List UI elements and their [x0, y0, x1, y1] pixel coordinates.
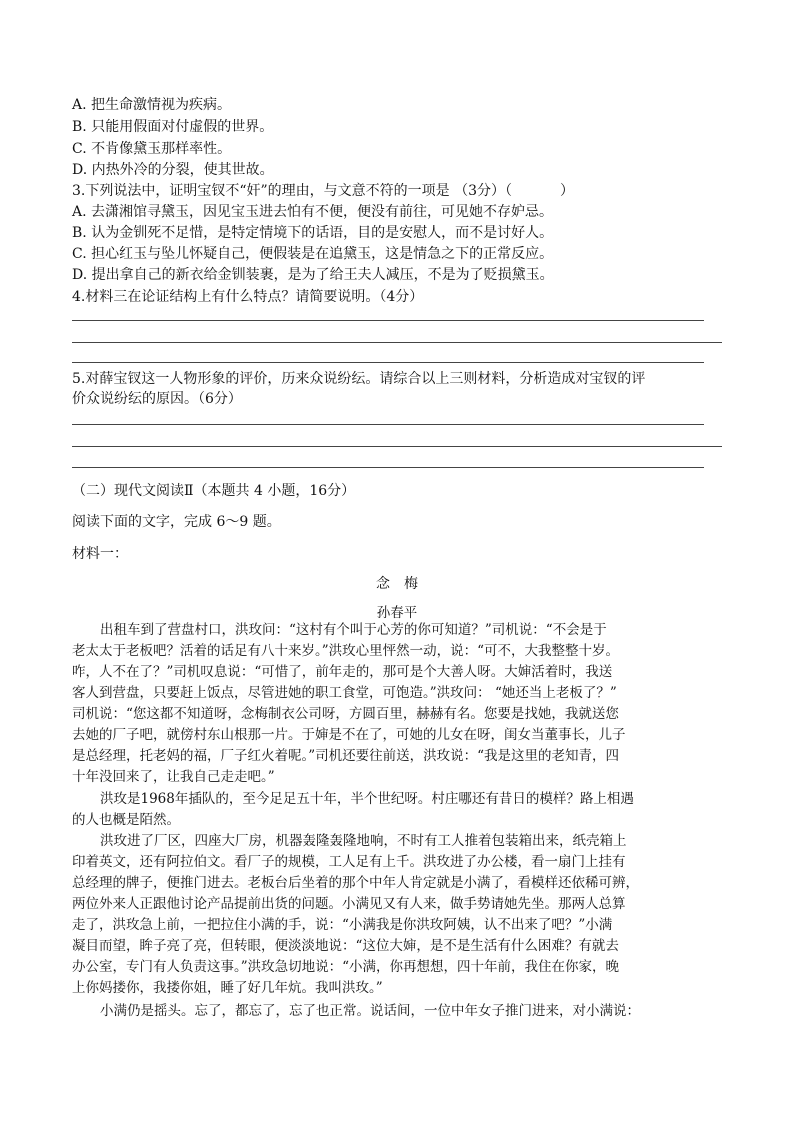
answer-line[interactable] — [72, 467, 704, 468]
q3-stem — [72, 181, 574, 201]
story-line: 总经理的牌子，便推门进去。老板台后坐着的那个中年人肯定就是小满了，看模样还依稀可辨， — [72, 875, 639, 891]
q5-stem-line1: 5.对薛宝钗这一人物形象的评价，历来众说纷纭。请综合以上三则材料，分析造成对宝钗的评 — [72, 371, 646, 387]
q3-option-b: B. 认为金钏死不足惜，是特定情境下的话语，目的是安慰人，而不是讨好人。 — [72, 225, 554, 241]
story-line: 小满仍是摇头。忘了，都忘了，忘了也正常。说话间，一位中年女子推门进来，对小满说： — [100, 1003, 640, 1019]
story-title: 念 梅 — [376, 576, 418, 592]
q3-option-c: C. 担心红玉与坠儿怀疑自己，便假装是在追黛玉，这是情急之下的正常反应。 — [72, 246, 554, 262]
answer-line[interactable] — [72, 342, 722, 343]
story-line: 办公室，专门有人负责这事。”洪玫急切地说：“小满，你再想想，四十年前，我住在你家，晚 — [72, 959, 620, 975]
section-heading: （二）现代文阅读Ⅱ（本题共 4 小题，16分） — [72, 483, 356, 499]
story-line: 洪玫是1968年插队的，至今足足五十年，半个世纪呀。村庄哪还有昔日的模样？路上相遇 — [100, 791, 634, 807]
story-line: 两位外来人正跟他讨论产品提前出货的问题。小满见又有人来，做手势请她先坐。那两人总算 — [72, 896, 626, 912]
section-instruction: 阅读下面的文字，完成 6～9 题。 — [72, 514, 281, 530]
answer-line[interactable] — [72, 446, 722, 447]
q3-stem-text: 3.下列说法中，证明宝钗不“奸”的理由，与文意不符的一项是 （3分）（ — [72, 183, 513, 199]
q3-option-a: A. 去潇湘馆寻黛玉，因见宝玉进去怕有不便，便没有前往，可见她不存妒忌。 — [72, 204, 554, 220]
q2-option-c: C. 不肯像黛玉那样率性。 — [72, 141, 232, 157]
q2-option-a: A. 把生命激情视为疾病。 — [72, 97, 232, 113]
answer-line[interactable] — [72, 424, 704, 425]
q5-stem-line2: 价众说纷纭的原因。（6分） — [72, 391, 242, 407]
story-line: 走了，洪玫急上前，一把拉住小满的手，说：“小满我是你洪玫阿姨，认不出来了吧？”小满 — [72, 917, 613, 933]
material-label: 材料一： — [72, 546, 128, 562]
answer-line[interactable] — [72, 362, 704, 363]
story-line: 出租车到了营盘村口，洪玫问：“这村有个叫于心芳的你可知道？”司机说：“不会是于 — [100, 622, 607, 638]
story-line: 咋，人不在了？”司机叹息说：“可惜了，前年走的，那可是个大善人呀。大婶活着时，我送 — [72, 664, 613, 680]
q4-stem: 4.材料三在论证结构上有什么特点？请简要说明。（4分） — [72, 289, 424, 305]
story-line: 印着英文，还有阿拉伯文。看厂子的规模，工人足有上千。洪玫进了办公楼，看一扇门上挂有 — [72, 854, 626, 870]
story-line: 老太太于老板吧？活着的话足有八十来岁。”洪玫心里怦然一动，说：“可不，大我整整十岁。 — [72, 643, 620, 659]
q2-option-b: B. 只能用假面对付虚假的世界。 — [72, 119, 274, 135]
story-line: 上你妈搂你，我搂你姐，睡了好几年炕。我叫洪玫。” — [72, 980, 383, 996]
story-line: 是总经理，托老妈的福，厂子红火着呢。”司机还要往前送，洪玫说：“我是这里的老知青，四 — [72, 748, 620, 764]
story-line: 的人也概是陌然。 — [72, 812, 180, 828]
story-author: 孙春平 — [376, 605, 418, 621]
story-line: 客人到营盘，只要赶上饭点，尽管进她的职工食堂，可饱造。”洪玫问： “她还当上老板了？” — [72, 685, 617, 701]
story-line: 凝目而望，眸子亮了亮，但转眼，便淡淡地说：“这位大婶，是不是生活有什么困难？有就去 — [72, 938, 619, 954]
story-line: 洪玫进了厂区，四座大厂房，机器轰隆轰隆地响，不时有工人推着包装箱出来，纸壳箱上 — [100, 833, 627, 849]
story-line: 十年没回来了，让我自己走走吧。” — [72, 769, 275, 785]
q3-option-d: D. 提出拿自己的新衣给金钏装裹，是为了给王夫人减压，不是为了贬损黛玉。 — [72, 267, 554, 283]
answer-line[interactable] — [72, 320, 704, 321]
q3-stem-close: ） — [560, 183, 575, 199]
q2-option-d: D. 内热外冷的分裂，使其世故。 — [72, 162, 274, 178]
story-line: 司机说：“您这都不知道呀，念梅制衣公司呀，方圆百里，赫赫有名。您要是找她，我就送您 — [72, 706, 619, 722]
story-line: 去她的厂子吧，就傍村东山根那一片。于婶是不在了，可她的儿女在呀，闺女当董事长，儿子 — [72, 727, 626, 743]
